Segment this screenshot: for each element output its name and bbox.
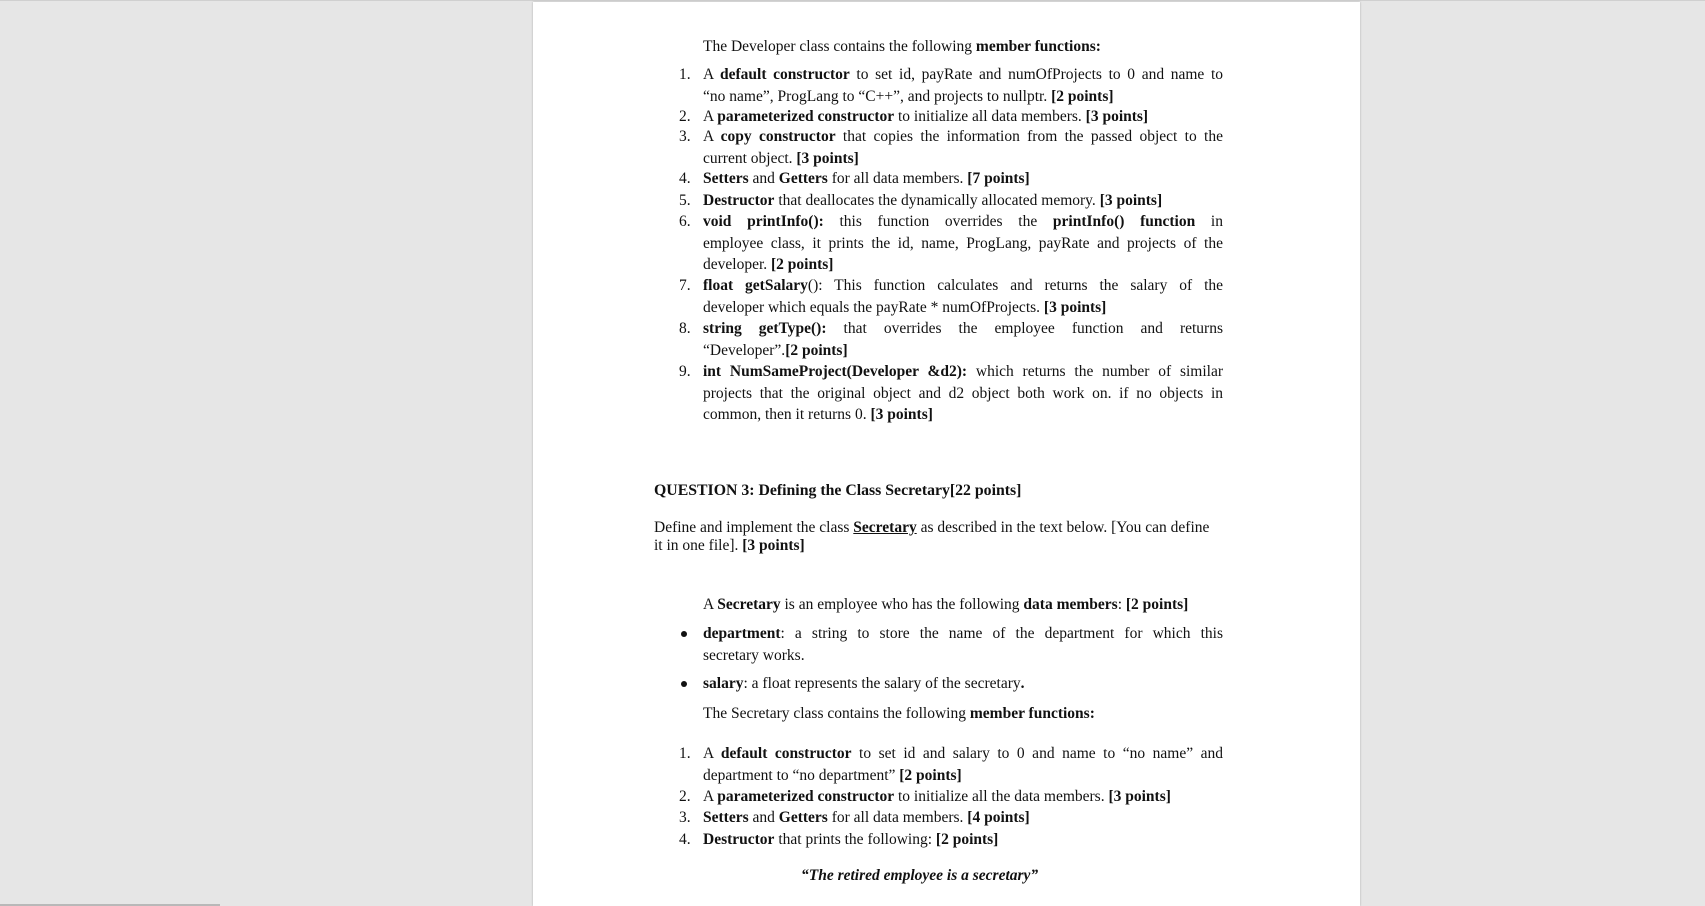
- define-line2-text: it in one file].: [654, 537, 743, 554]
- define-text-post: as described in the text below. [You can define: [916, 519, 1210, 536]
- salary-label: salary: [703, 675, 744, 692]
- bold-text: [3 points]: [796, 149, 859, 167]
- list-item-line1: [703, 64, 1223, 86]
- members-text-post: :: [1117, 596, 1126, 613]
- bullet-dot: [681, 631, 687, 637]
- bold-text: default constructor: [720, 745, 852, 762]
- department-label: department: [703, 625, 781, 642]
- list-item-line1: [703, 106, 1223, 128]
- department-line-2: secretary works.: [703, 646, 805, 664]
- text: that copies the information from the passed object to the: [835, 128, 1223, 145]
- list-number: 7.: [679, 277, 691, 294]
- bold-text: [3 points]: [870, 406, 933, 423]
- list-item-line1: [703, 126, 1223, 148]
- define-points: [3 points]: [742, 537, 805, 554]
- list-item: [679, 829, 1223, 851]
- list-number: 4.: [679, 170, 691, 187]
- text: that prints the following:: [774, 831, 936, 848]
- bold-text: [3 points]: [1085, 108, 1149, 125]
- text: A: [703, 745, 721, 762]
- text: A: [703, 128, 721, 145]
- text: A: [703, 66, 720, 83]
- salary-dot: .: [1020, 675, 1025, 692]
- bold-text: [4 points]: [967, 809, 1030, 826]
- members-text: A: [703, 596, 718, 613]
- members-text-mid: is an employee who has the following: [780, 596, 1024, 613]
- list-number: 9.: [679, 363, 691, 380]
- list-number: 2.: [679, 788, 691, 805]
- list-number: 5.: [679, 192, 691, 209]
- members-points: [2 points]: [1125, 596, 1189, 613]
- list-item-line3: [703, 254, 1223, 276]
- bold-text: Getters: [778, 170, 828, 187]
- bold-text: Destructor: [703, 192, 775, 209]
- text: A: [703, 788, 718, 805]
- text: current object.: [703, 149, 797, 167]
- text: to set id, payRate and numOfProjects to 0 and name to: [849, 66, 1223, 83]
- document-page: [533, 2, 1360, 906]
- list-item: [679, 743, 1223, 786]
- salary-line: [703, 673, 1223, 695]
- list-item: [679, 211, 1223, 276]
- list-item: [679, 807, 1223, 829]
- bullet-salary: [703, 673, 1223, 695]
- bold-text: [2 points]: [899, 766, 962, 784]
- text: and: [748, 170, 779, 187]
- list-item-line2: [703, 86, 1223, 108]
- text: to initialize all data members.: [894, 108, 1086, 125]
- text: to set id and salary to 0 and name to “no name” and: [851, 745, 1223, 762]
- bold-text: [2 points]: [771, 256, 834, 273]
- bold-text: printInfo() function: [1052, 213, 1196, 230]
- list-item-line3: [703, 404, 1223, 426]
- bold-text: [2 points]: [1051, 87, 1114, 105]
- bold-text: default constructor: [720, 66, 850, 83]
- destructor-quote: “The retired employee is a secretary”: [801, 867, 1039, 884]
- bold-text: int NumSameProject(Developer &d2):: [703, 363, 968, 380]
- list-item-line1: [703, 168, 1223, 190]
- secretary-functions-intro: [703, 703, 1095, 725]
- text: developer.: [703, 256, 772, 273]
- list-number: 3.: [679, 128, 691, 145]
- bold-text: Getters: [778, 809, 828, 826]
- functions-intro-text: The Secretary class contains the following: [703, 705, 970, 722]
- bold-text: [3 points]: [1043, 298, 1107, 316]
- text: projects that the original object and d2 object both work on. if no objects in: [703, 384, 1223, 402]
- members-bold-secretary: Secretary: [717, 596, 781, 613]
- text: department to “no department”: [703, 766, 900, 784]
- list-item-line2: [703, 233, 1223, 255]
- text: which returns the number of similar: [967, 363, 1223, 380]
- department-desc: : a string to store the name of the department for which this: [780, 625, 1223, 642]
- members-bold-data: data members: [1023, 596, 1118, 613]
- list-item-line1: [703, 211, 1223, 233]
- bold-text: [2 points]: [785, 341, 848, 359]
- list-number: 3.: [679, 809, 691, 826]
- define-secretary-line-2: [654, 535, 805, 557]
- developer-functions-intro: [703, 36, 1101, 58]
- bold-text: [2 points]: [935, 831, 999, 848]
- list-item: [679, 64, 1223, 107]
- list-item: [679, 786, 1223, 808]
- list-item-line2: [703, 148, 1223, 170]
- list-item: [679, 318, 1223, 361]
- intro-text: The Developer class contains the following: [703, 38, 976, 55]
- bullet-dot: [681, 681, 687, 687]
- list-item-line1: [703, 829, 1223, 851]
- bold-text: float getSalary: [703, 277, 808, 294]
- define-text: Define and implement the class: [654, 519, 854, 536]
- list-item-line1: [703, 361, 1223, 383]
- bold-text: parameterized constructor: [717, 788, 895, 805]
- bold-text: Setters: [703, 809, 749, 826]
- text: this function overrides the: [823, 213, 1053, 230]
- text: that deallocates the dynamically allocated memory.: [774, 192, 1100, 209]
- bold-text: Setters: [703, 170, 749, 187]
- question-3-heading: QUESTION 3: Defining the Class Secretary[22 points]: [654, 482, 1022, 499]
- bold-text: [3 points]: [1099, 192, 1163, 209]
- text: for all data members.: [827, 809, 968, 826]
- text: that overrides the employee function and returns: [826, 320, 1223, 337]
- bold-text: copy constructor: [720, 128, 836, 145]
- bold-text: string getType():: [703, 320, 827, 337]
- list-number: 1.: [679, 66, 691, 83]
- list-number: 6.: [679, 213, 691, 230]
- list-item-line1: [703, 807, 1223, 829]
- list-item-line1: [703, 190, 1223, 212]
- list-item: [679, 126, 1223, 169]
- list-number: 4.: [679, 831, 691, 848]
- secretary-class-name: Secretary: [853, 519, 917, 536]
- list-number: 8.: [679, 320, 691, 337]
- list-item-line2: [703, 340, 1223, 362]
- bold-text: [7 points]: [967, 170, 1030, 187]
- text: “Developer”.: [703, 341, 786, 359]
- text: and: [748, 809, 779, 826]
- text: A: [703, 108, 718, 125]
- list-item: [679, 275, 1224, 318]
- bold-text: [3 points]: [1108, 788, 1171, 805]
- text: “no name”, ProgLang to “C++”, and projects to nullptr.: [703, 87, 1052, 105]
- list-item: [679, 168, 1223, 190]
- secretary-members-intro: [703, 594, 1188, 616]
- bold-text: Destructor: [703, 831, 775, 848]
- list-item-line1: [703, 318, 1223, 340]
- text: for all data members.: [827, 170, 968, 187]
- salary-desc: : a float represents the salary of the secretary: [743, 675, 1021, 692]
- list-item: [679, 361, 1223, 426]
- intro-bold: member functions:: [975, 38, 1101, 55]
- text: employee class, it prints the id, name, ProgLang, payRate and projects of the: [703, 234, 1223, 252]
- bold-text: void printInfo():: [703, 213, 824, 230]
- list-item-line2: [703, 383, 1223, 405]
- list-item-line1: [703, 743, 1223, 765]
- list-number: 1.: [679, 745, 691, 762]
- list-item: [679, 190, 1223, 212]
- list-item-line1: [703, 786, 1223, 808]
- text: (): This function calculates and returns the salary of the: [807, 277, 1224, 294]
- text: developer which equals the payRate * numOfProjects.: [703, 298, 1044, 316]
- text: to initialize all the data members.: [894, 788, 1109, 805]
- department-line-1: [703, 623, 1223, 645]
- list-item-line2: [703, 297, 1223, 319]
- list-item-line1: [703, 275, 1223, 297]
- bullet-department: [703, 623, 1223, 666]
- list-item: [679, 106, 1223, 128]
- text: common, then it returns 0.: [703, 406, 871, 423]
- list-item-line2: [703, 765, 1223, 787]
- bold-text: parameterized constructor: [717, 108, 895, 125]
- list-number: 2.: [679, 108, 691, 125]
- text: in: [1195, 213, 1223, 230]
- functions-intro-bold: member functions:: [969, 705, 1095, 722]
